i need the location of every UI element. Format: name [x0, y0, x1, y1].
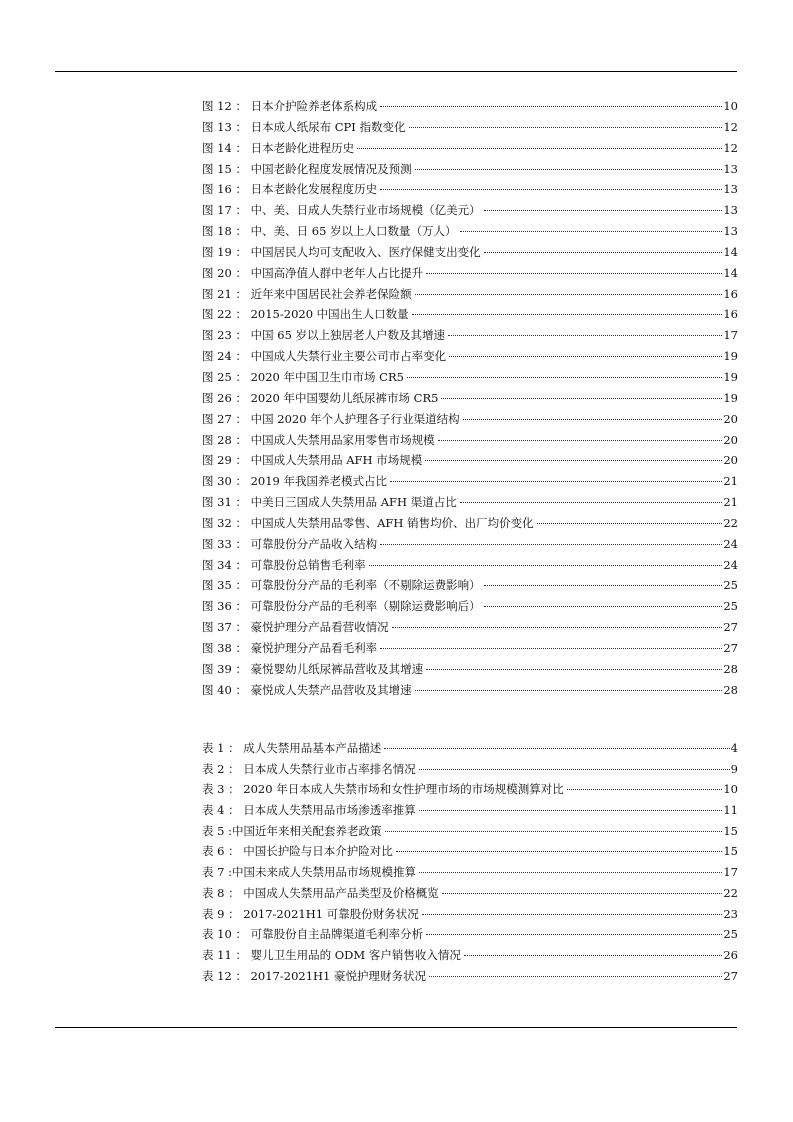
figure-entry-title: 图 34 ： 可靠股份总销售毛利率 [202, 557, 366, 572]
figure-entry-title: 图 14 ： 日本老龄化进程历史 [202, 140, 355, 155]
figure-entry[interactable] [202, 659, 738, 680]
figure-entry-title: 图 35 ： 可靠股份分产品的毛利率（不剔除运费影响） [202, 578, 481, 593]
figure-entry-title: 图 24 ： 中国成人失禁行业主要公司市占率变化 [202, 349, 447, 364]
figure-entry-page-number: 27 [723, 620, 738, 635]
table-entry-title: 表 6 ： 中国长护险与日本介护险对比 [202, 844, 393, 859]
figure-entry-page-number: 19 [723, 349, 738, 364]
figure-entry-page-number: 24 [723, 557, 738, 572]
figure-entry-page-number: 22 [723, 515, 738, 530]
figure-entry-page-number: 16 [723, 307, 738, 322]
table-entry[interactable] [202, 841, 738, 862]
figure-entry-page-number: 14 [723, 244, 738, 259]
table-entry[interactable] [202, 862, 738, 883]
dot-leader [537, 523, 723, 524]
figure-entry-title: 图 26 ： 2020 年中国婴幼儿纸尿裤市场 CR5 [202, 390, 439, 405]
dot-leader [460, 502, 723, 503]
figure-entry-title: 图 30 ： 2019 年我国养老模式占比 [202, 474, 388, 489]
figure-entry-title: 图 31 ： 中美日三国成人失禁用品 AFH 渠道占比 [202, 495, 457, 510]
figure-entry-title: 图 40 ： 豪悦成人失禁产品营收及其增速 [202, 682, 412, 697]
dot-leader [425, 460, 722, 461]
dot-leader [464, 955, 723, 956]
table-entry-page-number: 22 [723, 885, 738, 900]
dot-leader [419, 872, 722, 873]
figure-entry[interactable] [202, 346, 738, 367]
table-entry[interactable] [202, 759, 738, 780]
figure-entry[interactable] [202, 471, 738, 492]
figure-entry[interactable] [202, 638, 738, 659]
figure-entry-title: 图 38 ： 豪悦护理分产品看毛利率 [202, 640, 378, 655]
figure-entry[interactable] [202, 96, 738, 117]
dot-leader [396, 851, 723, 852]
figure-entry-page-number: 20 [723, 411, 738, 426]
dot-leader [484, 210, 723, 211]
figure-entry-title: 图 22 ： 2015-2020 中国出生人口数量 [202, 307, 409, 322]
table-entry[interactable] [202, 821, 738, 842]
dot-leader [460, 231, 723, 232]
dot-leader [369, 565, 723, 566]
figure-entry-page-number: 16 [723, 286, 738, 301]
figure-entry-page-number: 13 [723, 161, 738, 176]
table-entry[interactable] [202, 883, 738, 904]
dot-leader [415, 294, 723, 295]
figure-entry-title: 图 32 ： 中国成人失禁用品零售、AFH 销售均价、出厂均价变化 [202, 515, 534, 530]
table-entry-title: 表 10 ： 可靠股份自主品牌渠道毛利率分析 [202, 927, 424, 942]
figure-entry-title: 图 33 ： 可靠股份分产品收入结构 [202, 536, 378, 551]
table-entry[interactable] [202, 738, 738, 759]
figure-entry[interactable] [202, 304, 738, 325]
figure-entry[interactable] [202, 367, 738, 388]
figure-entry-title: 图 39 ： 豪悦婴幼儿纸尿裤品营收及其增速 [202, 661, 424, 676]
figure-entry-page-number: 19 [723, 369, 738, 384]
figure-entry-title: 图 25 ： 2020 年中国卫生巾市场 CR5 [202, 369, 404, 384]
dot-leader [426, 934, 722, 935]
figure-entry[interactable] [202, 159, 738, 180]
figure-entry[interactable] [202, 575, 738, 596]
figure-entry[interactable] [202, 430, 738, 451]
dot-leader [484, 585, 723, 586]
figure-entry-page-number: 19 [723, 390, 738, 405]
table-entry-page-number: 26 [723, 947, 738, 962]
figure-entry-page-number: 17 [723, 328, 738, 343]
table-entry-title: 表 2 ： 日本成人失禁行业市占率排名情况 [202, 761, 416, 776]
figure-entry-title: 图 28 ： 中国成人失禁用品家用零售市场规模 [202, 432, 435, 447]
table-index-list [202, 738, 738, 986]
figure-entry[interactable] [202, 117, 738, 138]
table-entry-title: 表 4 ： 日本成人失禁用品市场渗透率推算 [202, 803, 416, 818]
figure-entry-title: 图 15 ： 中国老龄化程度发展情况及预测 [202, 161, 412, 176]
table-entry-title: 表 5 :中国近年来相关配套养老政策 [202, 823, 382, 838]
figure-entry-page-number: 21 [723, 474, 738, 489]
table-entry-page-number: 15 [723, 844, 738, 859]
dot-leader [484, 606, 723, 607]
figure-entry-title: 图 20 ： 中国高净值人群中老年人占比提升 [202, 265, 424, 280]
table-entry-page-number: 27 [723, 968, 738, 983]
figure-entry[interactable] [202, 596, 738, 617]
figure-entry-page-number: 25 [723, 578, 738, 593]
dot-leader [463, 419, 723, 420]
header-rule [55, 71, 737, 72]
figure-entry-page-number: 10 [723, 99, 738, 113]
table-entry[interactable] [202, 945, 738, 966]
figure-entry[interactable] [202, 138, 738, 159]
dot-leader [407, 377, 722, 378]
table-entry-page-number: 15 [723, 823, 738, 838]
figure-entry-title: 图 21 ： 近年来中国居民社会养老保险额 [202, 286, 412, 301]
table-entry-page-number: 25 [723, 927, 738, 942]
figure-entry-page-number: 27 [723, 640, 738, 655]
figure-entry[interactable] [202, 263, 738, 284]
figure-entry-title: 图 19 ： 中国居民人均可支配收入、医疗保健支出变化 [202, 244, 481, 259]
figure-entry-title: 图 37 ： 豪悦护理分产品看营收情况 [202, 620, 389, 635]
figure-entry[interactable] [202, 221, 738, 242]
figure-entry-page-number: 12 [723, 119, 738, 134]
figure-entry[interactable] [202, 534, 738, 555]
figure-entry-page-number: 13 [723, 224, 738, 239]
dot-leader [409, 127, 723, 128]
figure-entry-title: 图 27 ： 中国 2020 年个人护理各子行业渠道结构 [202, 411, 460, 426]
dot-leader [357, 148, 722, 149]
figure-entry[interactable] [202, 617, 738, 638]
table-entry-title: 表 9 ： 2017-2021H1 可靠股份财务状况 [202, 906, 419, 921]
figure-index-list [202, 96, 738, 700]
table-entry[interactable] [202, 966, 738, 987]
figure-entry-page-number: 28 [723, 682, 738, 697]
dot-leader [449, 356, 722, 357]
dot-leader [380, 544, 722, 545]
figure-entry[interactable] [202, 179, 738, 200]
figure-entry-page-number: 25 [723, 599, 738, 614]
dot-leader [415, 169, 723, 170]
figure-entry-title: 图 16 ： 日本老龄化发展程度历史 [202, 182, 378, 197]
dot-leader [380, 648, 722, 649]
dot-leader [390, 481, 722, 482]
table-entry-title: 表 7 :中国未来成人失禁用品市场规模推算 [202, 865, 417, 880]
dot-leader [422, 914, 723, 915]
table-entry-page-number: 23 [723, 906, 738, 921]
figure-entry-page-number: 24 [723, 536, 738, 551]
figure-entry-title: 图 23 ： 中国 65 岁以上独居老人户数及其增速 [202, 328, 446, 343]
dot-leader [438, 440, 723, 441]
dot-leader [392, 627, 723, 628]
figure-entry[interactable] [202, 200, 738, 221]
dot-leader [415, 690, 723, 691]
dot-leader [429, 976, 722, 977]
figure-entry-title: 图 18 ： 中、美、日 65 岁以上人口数量（万人） [202, 224, 457, 239]
figure-entry[interactable] [202, 555, 738, 576]
figure-entry-page-number: 13 [723, 182, 738, 197]
table-entry-title: 表 3 ： 2020 年日本成人失禁市场和女性护理市场的市场规模测算对比 [202, 782, 564, 797]
figure-entry-page-number: 21 [723, 495, 738, 510]
table-entry-page-number: 9 [730, 761, 738, 776]
footer-rule [55, 1027, 737, 1028]
dot-leader [484, 252, 723, 253]
table-entry[interactable] [202, 800, 738, 821]
dot-leader [380, 106, 722, 107]
figure-entry[interactable] [202, 325, 738, 346]
figure-entry[interactable] [202, 680, 738, 701]
figure-entry-title: 图 17 ： 中、美、日成人失禁行业市场规模（亿美元） [202, 203, 481, 218]
table-entry[interactable] [202, 904, 738, 925]
figure-entry[interactable] [202, 409, 738, 430]
table-entry-page-number: 11 [723, 803, 738, 818]
dot-leader [426, 273, 722, 274]
dot-leader [441, 398, 722, 399]
dot-leader [419, 810, 723, 811]
figure-entry-page-number: 20 [723, 432, 738, 447]
table-entry-title: 表 8 ： 中国成人失禁用品产品类型及价格概览 [202, 885, 439, 900]
dot-leader [384, 748, 729, 749]
dot-leader [448, 335, 722, 336]
figure-entry[interactable] [202, 492, 738, 513]
table-entry-title: 表 12 ： 2017-2021H1 豪悦护理财务状况 [202, 968, 427, 983]
table-entry-title: 表 11 ： 婴儿卫生用品的 ODM 客户销售收入情况 [202, 947, 461, 962]
dot-leader [442, 893, 723, 894]
dot-leader [419, 769, 730, 770]
figure-entry-page-number: 14 [723, 265, 738, 280]
figure-entry[interactable] [202, 513, 738, 534]
dot-leader [412, 314, 723, 315]
figure-entry[interactable] [202, 242, 738, 263]
figure-entry-title: 图 36 ： 可靠股份分产品的毛利率（剔除运费影响后） [202, 599, 481, 614]
table-entry[interactable] [202, 779, 738, 800]
dot-leader [426, 669, 722, 670]
table-entry-page-number: 17 [723, 865, 738, 880]
table-entry[interactable] [202, 924, 738, 945]
figure-entry[interactable] [202, 284, 738, 305]
figure-entry-page-number: 20 [723, 453, 738, 468]
table-entry-page-number: 10 [723, 782, 738, 797]
figure-entry[interactable] [202, 388, 738, 409]
figure-entry[interactable] [202, 450, 738, 471]
figure-entry-page-number: 13 [723, 203, 738, 218]
figure-entry-page-number: 28 [723, 661, 738, 676]
dot-leader [385, 831, 723, 832]
table-entry-title: 表 1 ： 成人失禁用品基本产品描述 [202, 741, 382, 755]
figure-entry-title: 图 29 ： 中国成人失禁用品 AFH 市场规模 [202, 453, 423, 468]
dot-leader [380, 189, 722, 190]
figure-entry-title: 图 13 ： 日本成人纸尿布 CPI 指数变化 [202, 119, 406, 134]
dot-leader [567, 789, 723, 790]
figure-entry-title: 图 12 ： 日本介护险养老体系构成 [202, 99, 378, 113]
table-entry-page-number: 4 [730, 741, 738, 755]
figure-entry-page-number: 12 [723, 140, 738, 155]
